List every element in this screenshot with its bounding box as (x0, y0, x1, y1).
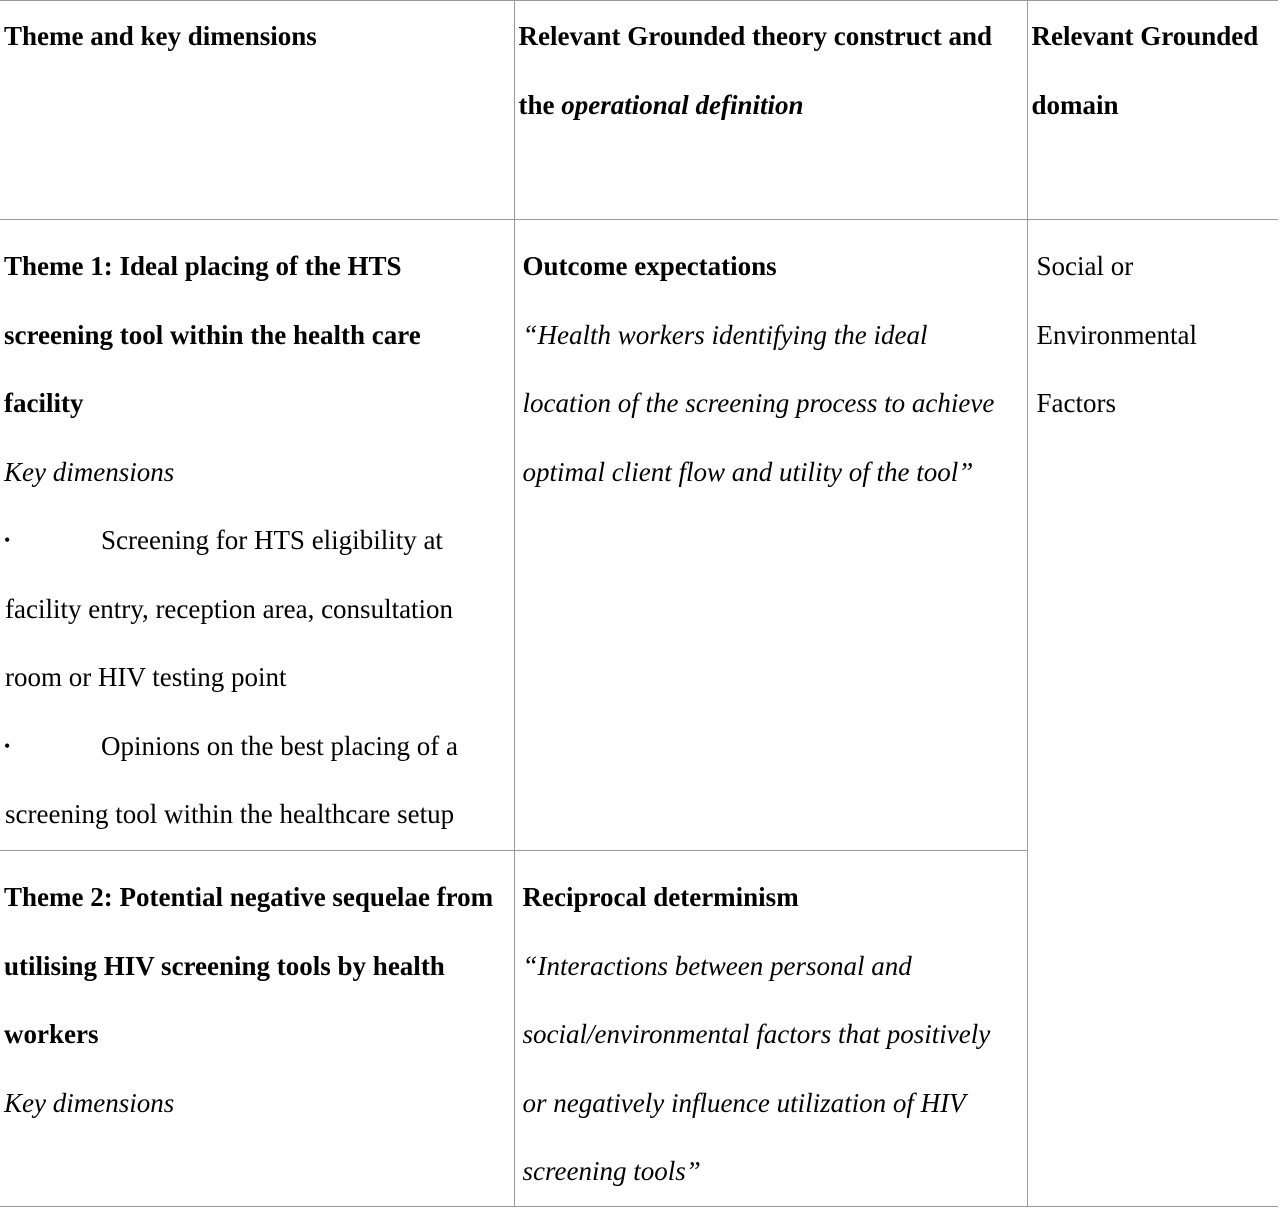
table-row (0, 220, 1278, 851)
theme-title: Theme 2: Potential negative sequelae from utilising HIV screening tools by health workers (4, 882, 494, 1049)
header-theme-text: Theme and key dimensions (4, 21, 317, 51)
header-domain-text: Relevant Grounded domain (1031, 21, 1259, 120)
theme-cell (0, 220, 514, 851)
theme-title: Theme 1: Ideal placing of the HTS screening tool within the health care facility (4, 251, 421, 418)
list-item (4, 712, 506, 781)
bullet-text-rest: screening tool within the healthcare setup (5, 799, 455, 829)
construct-title: Outcome expectations (522, 251, 777, 281)
theme-cell (0, 851, 514, 1207)
table-header-row (0, 1, 1278, 220)
header-domain (1027, 1, 1278, 220)
header-construct (514, 1, 1027, 220)
bullet-text-rest: facility entry, reception area, consultation room or HIV testing point (5, 593, 454, 692)
bullet-icon: • (4, 530, 11, 550)
construct-definition: “Interactions between personal and social/environmental factors that positively or negatively influence utilization of HIV screening tools” (522, 950, 991, 1186)
bullet-text-first: Opinions on the best placing of a (101, 730, 458, 761)
construct-title: Reciprocal determinism (522, 882, 799, 912)
construct-definition: “Health workers identifying the ideal location of the screening process to achieve optimal client flow and utility of the tool” (522, 319, 995, 487)
domain-text: Social or Environmental Factors (1036, 251, 1197, 418)
domain-cell (1027, 220, 1278, 1207)
bullet-icon: • (4, 735, 11, 756)
header-construct-text: Relevant Grounded theory construct and the (518, 21, 993, 120)
construct-cell (514, 220, 1027, 851)
bullet-text-first: Screening for HTS eligibility at (101, 525, 443, 555)
key-dimensions-label: Key dimensions (4, 456, 175, 487)
construct-cell (514, 851, 1027, 1207)
header-theme (0, 1, 514, 220)
list-item (4, 506, 506, 575)
key-dimensions-label: Key dimensions (4, 1087, 175, 1118)
header-operational-definition: operational definition (561, 89, 804, 120)
